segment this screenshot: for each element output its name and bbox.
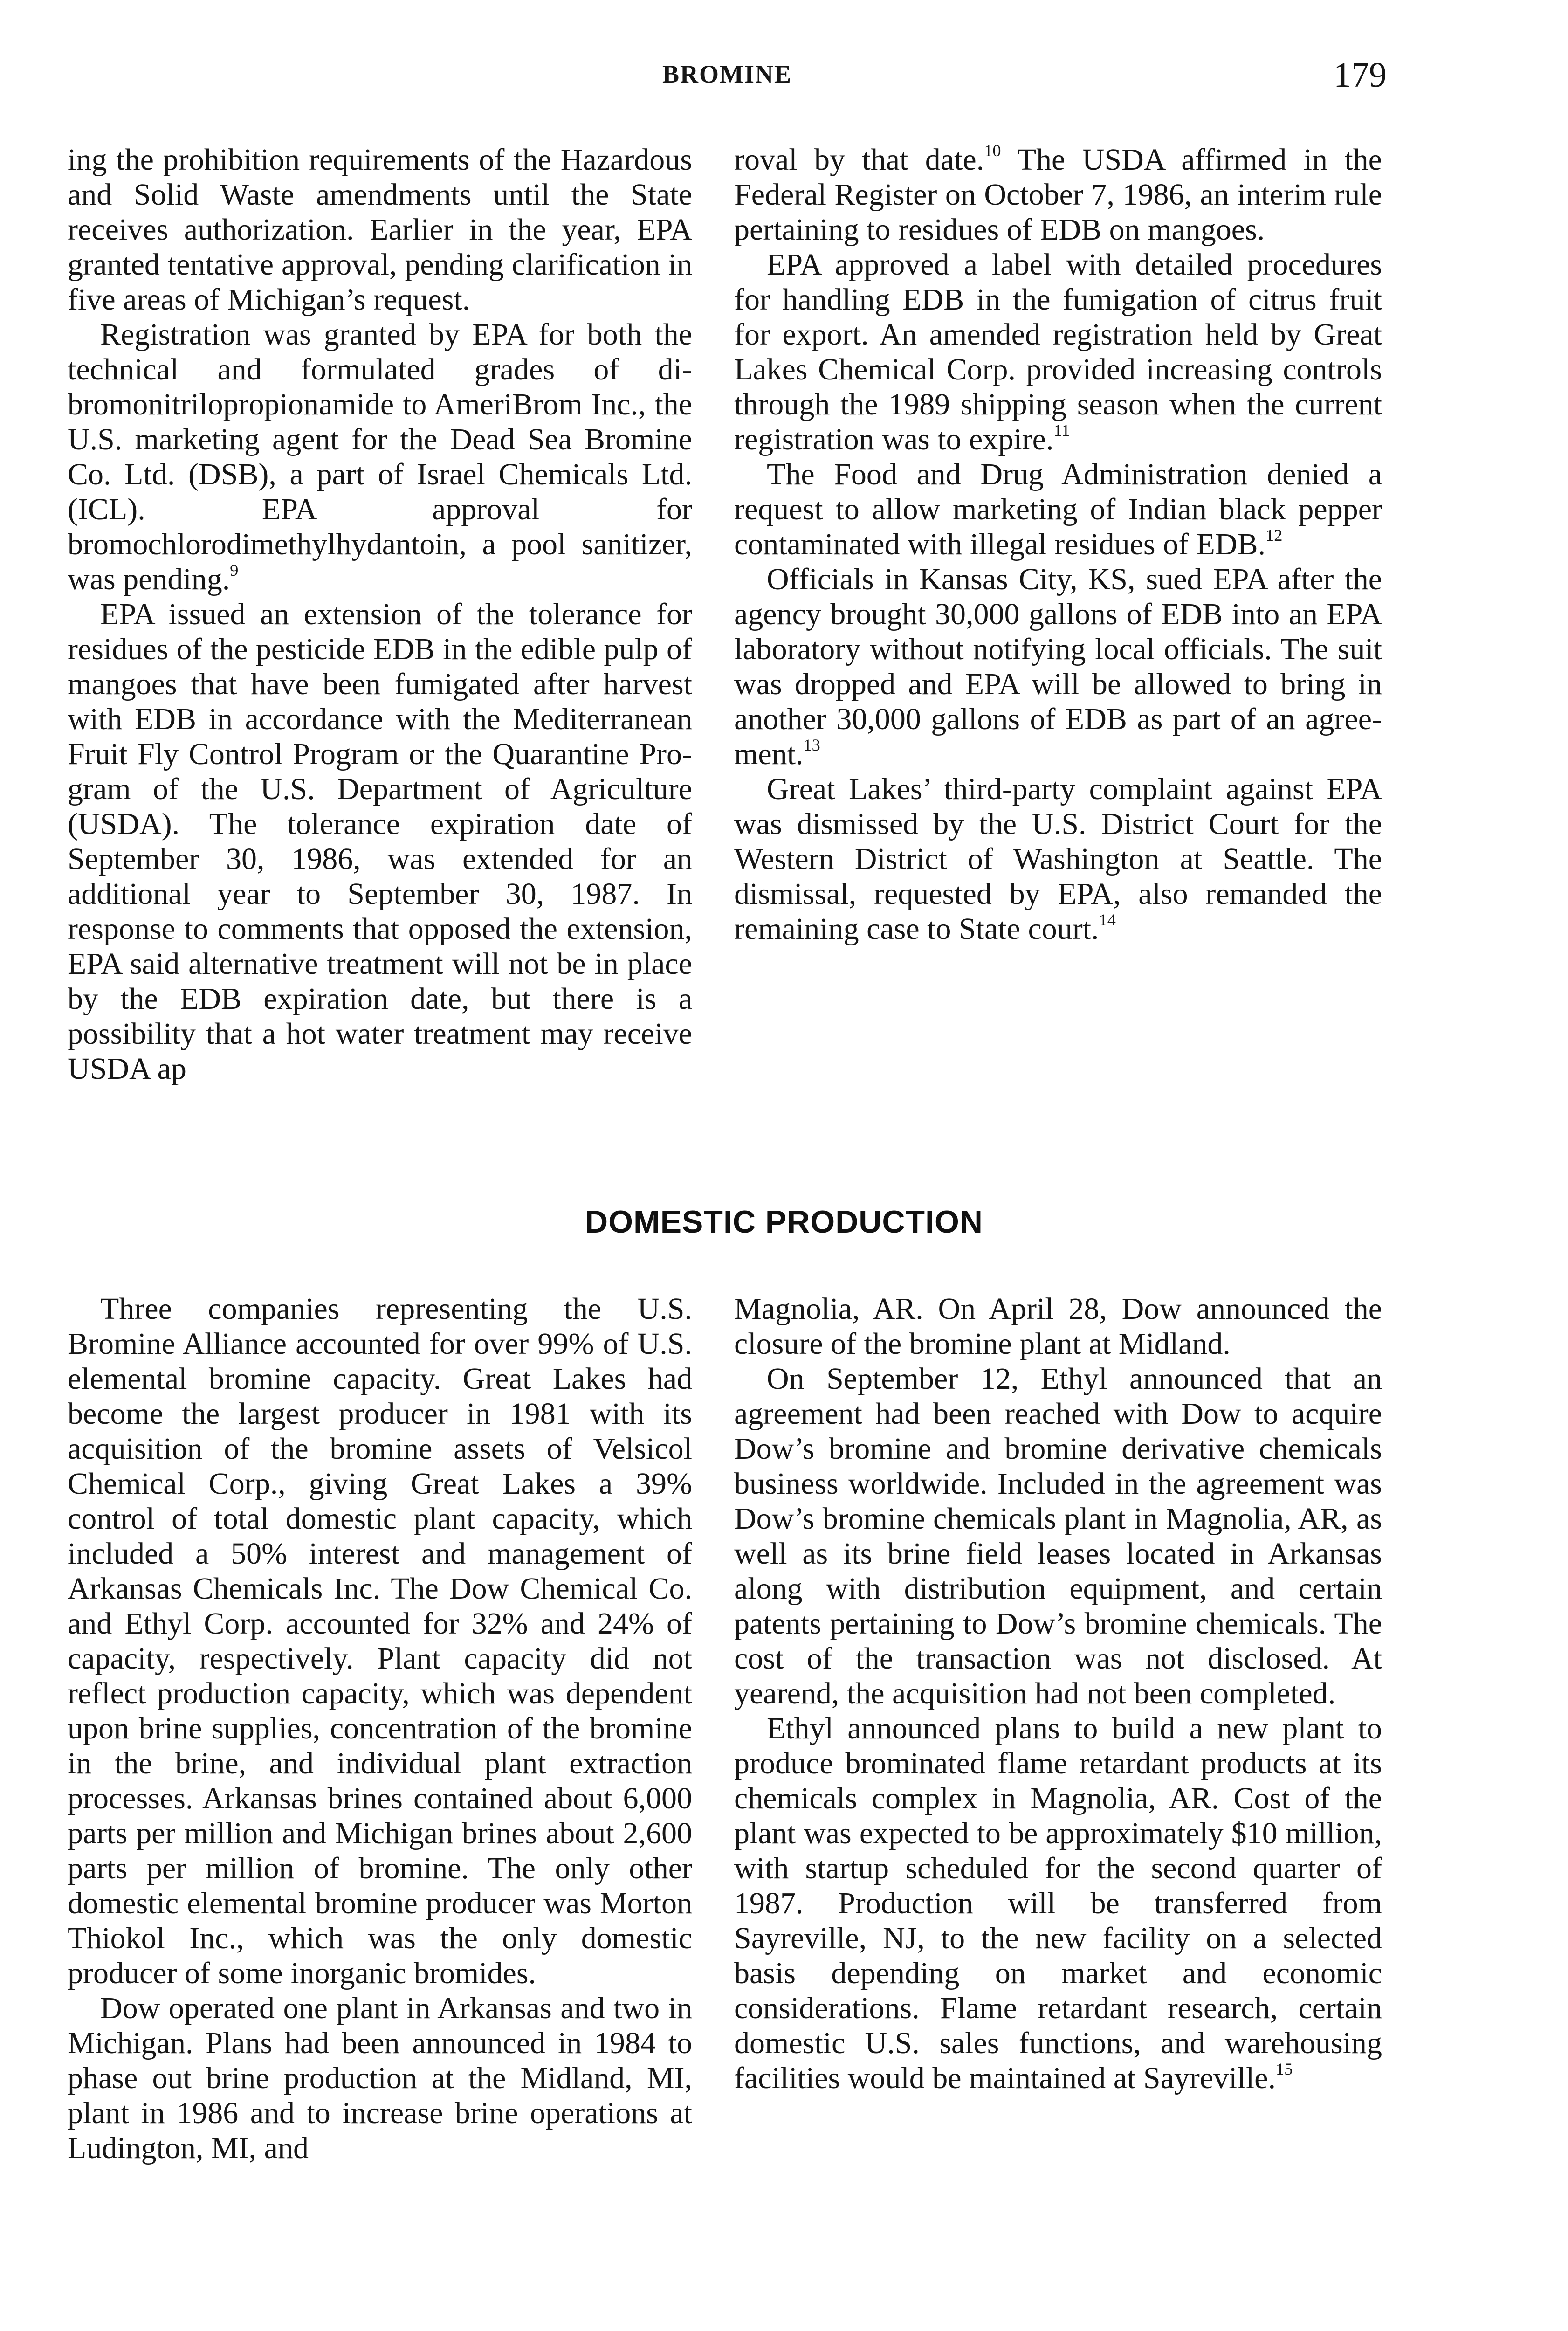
paragraph-text: EPA issued an extension of the tolerance for residues of the pesticide EDB in the edible pulp of mangoes that have been fumigated after harvest with EDB in accordance with the Mediterranean Fruit Fly Control Program or the Quarantine Program of the U.S. Department of Agriculture (USDA). The tolerance expiration date of September 30, 1986, was extended for an additional year to September 30, 1987. In response to comments that opposed the extension, EPA said alternative treatment will not be in place by the EDB expiration date, but there is a possibility that a hot water treatment may receive USDA ap: [68, 597, 692, 1086]
paragraph: [734, 142, 1382, 247]
paragraph: [68, 1291, 692, 1991]
paragraph: [734, 772, 1382, 946]
paragraph: [734, 562, 1382, 772]
paragraph-text: Officials in Kansas City, KS, sued EPA after the agency brought 30,000 gallons of EDB into an EPA laboratory without notifying local officials. The suit was dropped and EPA will be allowed to bring in another 30,000 gallons of EDB as part of an agreement.: [734, 562, 1382, 771]
paragraph: [734, 1361, 1382, 1711]
paragraph-text: EPA approved a label with detailed procedures for handling EDB in the fumigation of citrus fruit for export. An amended registration held by Great Lakes Chemical Corp. provided increasing controls through the 1989 shipping season when the current registration was to expire.: [734, 248, 1382, 456]
paragraph-text: Dow operated one plant in Arkansas and two in Michigan. Plans had been announced in 1984 to phase out brine production at the Midland, MI, plant in 1986 and to increase brine operations at Ludington, MI, and: [68, 1991, 692, 2165]
bottom-right-column: [734, 1291, 1382, 2096]
running-title: BROMINE: [662, 60, 792, 88]
footnote-ref: 12: [1265, 525, 1283, 545]
footnote-ref: 15: [1275, 2059, 1293, 2078]
paragraph-text: Magnolia, AR. On April 28, Dow announced the closure of the bromine plant at Midland.: [734, 1292, 1382, 1361]
paragraph-text: Three companies representing the U.S. Bromine Alliance accounted for over 99% of U.S. elemental bromine capacity. Great Lakes had become the largest producer in 1981 with its acquisition of the bromine assets of Velsicol Chemical Corp., giving Great Lakes a 39% control of total domestic plant capacity, which included a 50% interest and management of Arkansas Chemicals Inc. The Dow Chemical Co. and Ethyl Corp. accounted for 32% and 24% of capacity, respectively. Plant capacity did not reflect production capacity, which was dependent upon brine supplies, concentration of the bromine in the brine, and individual plant extraction processes. Arkansas brines contained about 6,000 parts per million and Michigan brines about 2,600 parts per million of bromine. The only other domestic elemental bromine producer was Morton Thiokol Inc., which was the only domestic producer of some inorganic bromides.: [68, 1292, 692, 1990]
top-right-column: [734, 142, 1382, 946]
paragraph-text: roval by that date.: [734, 143, 984, 177]
section-heading: DOMESTIC PRODUCTION: [585, 1204, 983, 1240]
paragraph: [734, 1711, 1382, 2096]
paragraph-text: On September 12, Ethyl announced that an agreement had been reached with Dow to acquire Dow’s bromine and bromine derivative chemicals business worldwide. Included in the agreement was Dow’s bromine chemicals plant in Magnolia, AR, as well as its brine field leases located in Arkansas along with distribution equipment, and certain patents pertaining to Dow’s bromine chemicals. The cost of the transaction was not disclosed. At yearend, the acquisition had not been completed.: [734, 1362, 1382, 1710]
paragraph: [68, 1991, 692, 2165]
paragraph-text: Registration was granted by EPA for both the technical and formulated grades of dibromonitrilopropionamide to AmeriBrom Inc., the U.S. marketing agent for the Dead Sea Bromine Co. Ltd. (DSB), a part of Israel Chemicals Ltd. (ICL). EPA approval for bromochlorodimethylhydantoin, a pool sanitizer, was pending.: [68, 317, 692, 596]
footnote-ref: 10: [984, 141, 1001, 160]
running-header: [68, 55, 1387, 95]
footnote-ref: 14: [1099, 910, 1116, 929]
paragraph: [734, 247, 1382, 457]
paragraph-text: The USDA affirmed in the Federal Register on October 7, 1986, an interim rule pertaining to residues of EDB on mangoes.: [734, 143, 1382, 247]
bottom-left-column: [68, 1291, 692, 2165]
paragraph-text: The Food and Drug Administration denied a request to allow marketing of Indian black pepper contaminated with illegal residues of EDB.: [734, 457, 1382, 561]
paragraph: [68, 317, 692, 597]
page-number: 179: [1334, 55, 1387, 95]
footnote-ref: 11: [1053, 421, 1070, 440]
paragraph-text: ing the prohibition requirements of the Hazardous and Solid Waste amendments until the State receives authorization. Earlier in the year, EPA granted tentative approval, pending clarification in five areas of Michigan’s request.: [68, 143, 692, 317]
paragraph: [734, 457, 1382, 562]
footnote-ref: 13: [803, 735, 820, 754]
paragraph: [68, 597, 692, 1086]
paragraph: [68, 142, 692, 317]
paragraph: [734, 1291, 1382, 1361]
paragraph-text: Ethyl announced plans to build a new plant to produce brominated flame retardant products at its chemicals complex in Magnolia, AR. Cost of the plant was expected to be approximately $10 million, with startup scheduled for the second quarter of 1987. Production will be transferred from Sayreville, NJ, to the new facility on a selected basis depending on market and economic considerations. Flame retardant research, certain domestic U.S. sales functions, and warehousing facilities would be maintained at Sayreville.: [734, 1711, 1382, 2095]
footnote-ref: 9: [230, 560, 239, 579]
paragraph-text: Great Lakes’ third-party complaint against EPA was dismissed by the U.S. District Court for the Western District of Washington at Seattle. The dismissal, requested by EPA, also remanded the remaining case to State court.: [734, 772, 1382, 946]
top-left-column: [68, 142, 692, 1086]
